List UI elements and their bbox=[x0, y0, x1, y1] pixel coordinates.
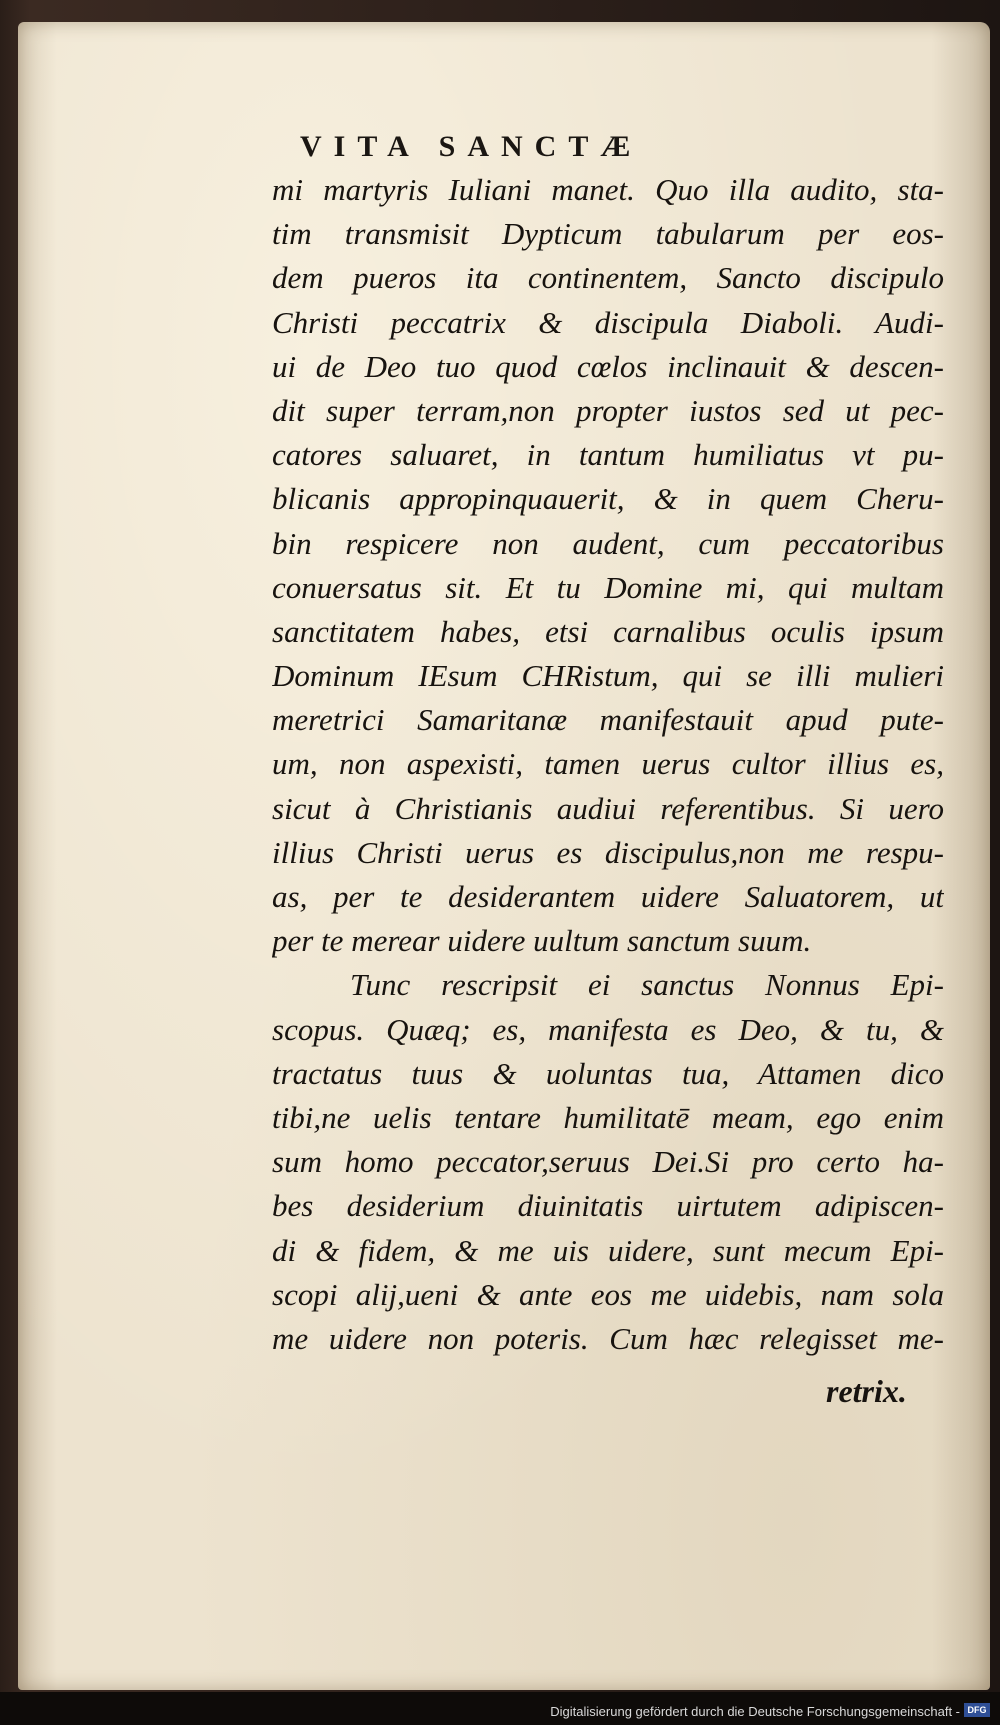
text-line: ui de Deo tuo quod cœlos inclinauit & descen- bbox=[272, 348, 944, 384]
text-line: Christi peccatrix & discipula Diaboli. Audi- bbox=[272, 304, 944, 340]
paragraph-start-line: Tunc rescripsit ei sanctus Nonnus Epi- bbox=[350, 967, 944, 1003]
text-line: illius Christi uerus es discipulus,non me respu- bbox=[272, 834, 944, 870]
text-line: um, non aspexisti, tamen uerus cultor illius es, bbox=[272, 746, 944, 782]
text-line: bes desiderium diuinitatis uirtutem adipiscen- bbox=[272, 1188, 944, 1224]
digitization-credit: Digitalisierung gefördert durch die Deutsche Forschungsgemeinschaft - bbox=[550, 1704, 960, 1719]
body-text bbox=[272, 168, 944, 1361]
text-line: scopi alij,ueni & ante eos me uidebis, nam sola bbox=[272, 1276, 944, 1312]
text-line: scopus. Quæq; es, manifesta es Deo, & tu, & bbox=[272, 1011, 944, 1047]
text-line: per te merear uidere uultum sanctum suum. bbox=[272, 923, 812, 959]
text-line: dit super terram,non propter iustos sed ut pec- bbox=[272, 392, 944, 428]
running-head: VITA SANCTÆ bbox=[300, 130, 643, 163]
text-line: as, per te desiderantem uidere Saluatorem, ut bbox=[272, 879, 944, 914]
text-line: bin respicere non audent, cum peccatoribus bbox=[272, 525, 944, 561]
text-line: conuersatus sit. Et tu Domine mi, qui multam bbox=[272, 569, 944, 605]
catchword: retrix. bbox=[826, 1373, 907, 1409]
dfg-logo: DFG bbox=[964, 1703, 990, 1717]
text-line: di & fidem, & me uis uidere, sunt mecum Epi- bbox=[272, 1232, 944, 1268]
text-line: blicanis appropinquauerit, & in quem Cheru- bbox=[272, 481, 944, 517]
text-line: sum homo peccator,seruus Dei.Si pro certo ha- bbox=[272, 1144, 944, 1180]
text-line: catores saluaret, in tantum humiliatus vt pu- bbox=[272, 437, 944, 473]
text-line: dem pueros ita continentem, Sancto discipulo bbox=[272, 260, 944, 296]
text-line: meretrici Samaritanæ manifestauit apud pute- bbox=[272, 702, 944, 738]
text-line: me uidere non poteris. Cum hæc relegisset me- bbox=[272, 1320, 944, 1356]
text-line: tibi,ne uelis tentare humilitatē meam, ego enim bbox=[272, 1099, 944, 1135]
text-line: tim transmisit Dypticum tabularum per eos- bbox=[272, 216, 944, 252]
text-line: tractatus tuus & uoluntas tua, Attamen dico bbox=[272, 1055, 944, 1091]
text-line: sanctitatem habes, etsi carnalibus oculis ipsum bbox=[272, 613, 944, 649]
text-line: Dominum IEsum CHRistum, qui se illi mulieri bbox=[272, 658, 944, 694]
text-line: sicut à Christianis audiui referentibus. Si uero bbox=[272, 790, 944, 826]
text-line: mi martyris Iuliani manet. Quo illa audito, sta- bbox=[272, 172, 944, 207]
